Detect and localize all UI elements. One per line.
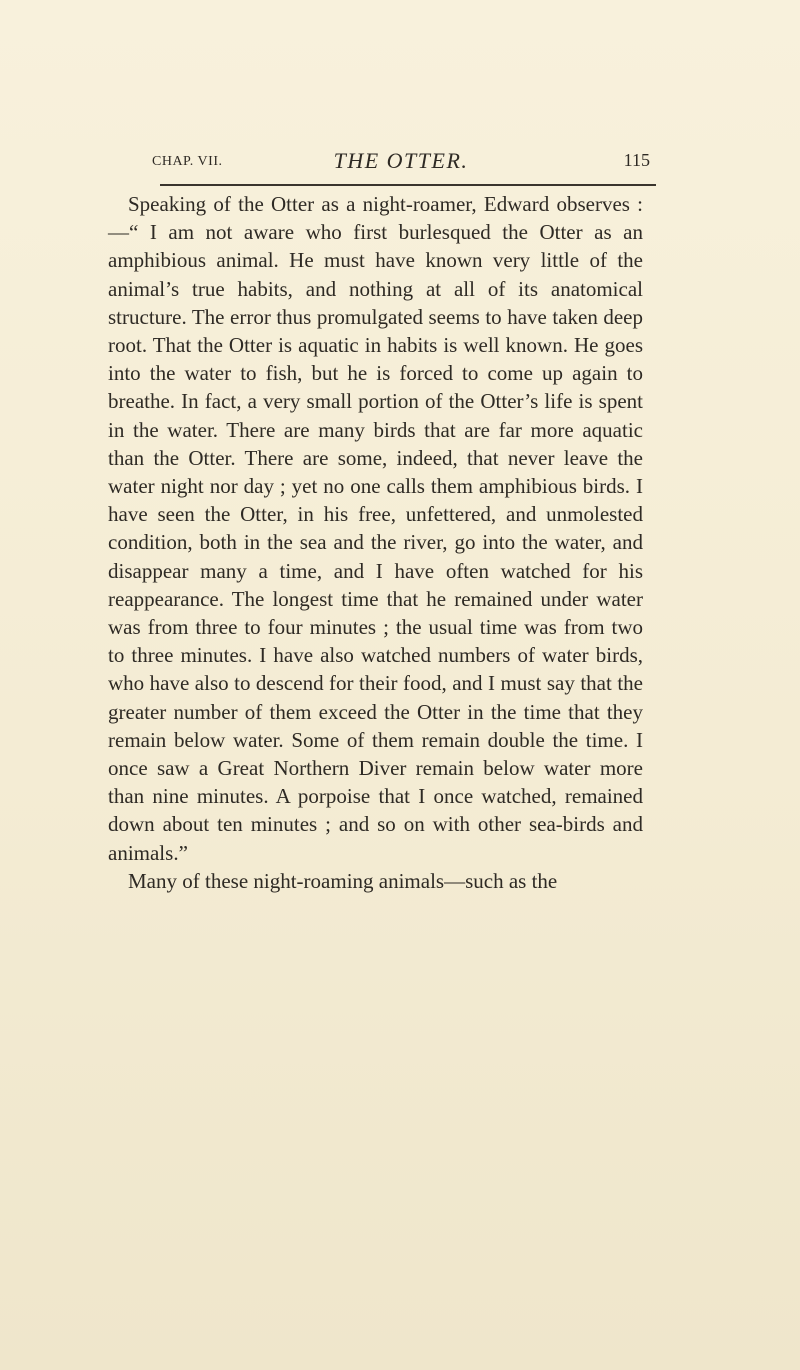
page-number: 115: [623, 150, 650, 170]
body-text: [108, 190, 643, 895]
paragraph-1: Speaking of the Otter as a night-roamer, Edward observes :—“ I am not aware who first burlesqued the Otter as an amphibious animal. He must have known very little of the animal’s true habits, and nothing at all of its anatomical structure. The error thus promulgated seems to have taken deep root. That the Otter is aquatic in habits is well known. He goes into the water to fish, but he is forced to come up again to breathe. In fact, a very small portion of the Otter’s life is spent in the water. There are many birds that are far more aquatic than the Otter. There are some, indeed, that never leave the water night nor day ; yet no one calls them amphibious birds. I have seen the Otter, in his free, unfettered, and unmolested condition, both in the sea and the river, go into the water, and disappear many a time, and I have often watched for his reappearance. The longest time that he remained under water was from three to four minutes ; the usual time was from two to three minutes. I have also watched numbers of water birds, who have also to descend for their food, and I must say that the greater number of them exceed the Otter in the time that they remain below water. Some of them remain double the time. I once saw a Great Northern Diver remain below water more than nine minutes. A porpoise that I once watched, remained down about ten minutes ; and so on with other sea-birds and animals.”: [108, 192, 643, 865]
running-head: [152, 150, 650, 178]
paragraph-2: Many of these night-roaming animals—such as the: [128, 868, 558, 893]
chapter-label: CHAP. VII.: [152, 154, 223, 169]
header-rule: [160, 184, 656, 186]
running-title: THE OTTER.: [333, 148, 469, 173]
